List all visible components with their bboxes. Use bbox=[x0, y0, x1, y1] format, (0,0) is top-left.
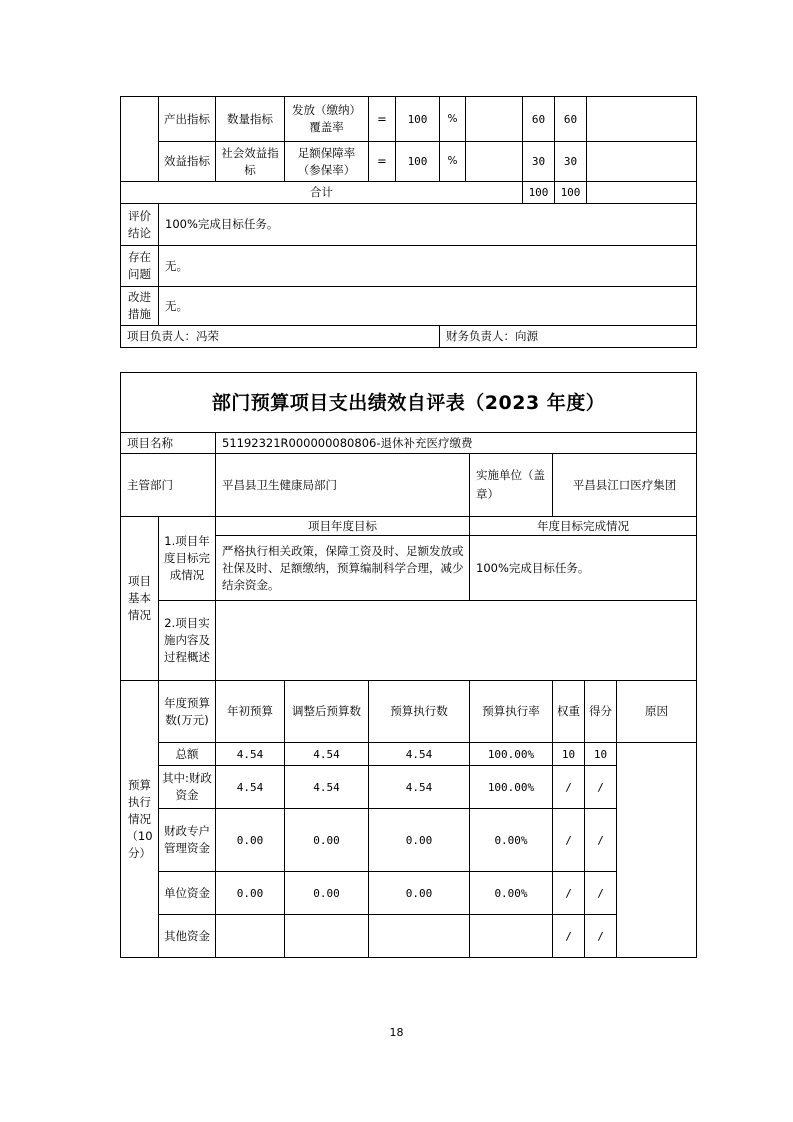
title-row bbox=[121, 373, 697, 433]
rate-value: 0.00% bbox=[470, 809, 553, 872]
goal-header: 项目年度目标 bbox=[216, 517, 470, 536]
adjusted-value bbox=[285, 915, 369, 958]
executed-value: 0.00 bbox=[369, 809, 470, 872]
finance-lead: 财务负责人：向源 bbox=[440, 326, 697, 348]
executed-value: 4.54 bbox=[369, 743, 470, 766]
table-row bbox=[121, 743, 697, 766]
score-cell: 30 bbox=[555, 142, 587, 182]
target-value: 100 bbox=[396, 97, 440, 142]
score-value: / bbox=[585, 915, 617, 958]
weight-value: / bbox=[553, 766, 585, 809]
reason-cell bbox=[617, 743, 697, 958]
actual-value bbox=[466, 142, 523, 182]
row-name: 单位资金 bbox=[159, 872, 216, 915]
adjusted-value: 4.54 bbox=[285, 766, 369, 809]
score-value: / bbox=[585, 766, 617, 809]
adjusted-value: 0.00 bbox=[285, 872, 369, 915]
rate-value: 100.00% bbox=[470, 743, 553, 766]
performance-indicator-table bbox=[120, 96, 697, 348]
weight-value: 10 bbox=[553, 743, 585, 766]
weight-value: / bbox=[553, 872, 585, 915]
header-executed: 预算执行数 bbox=[369, 681, 470, 743]
table-row bbox=[121, 766, 697, 809]
goal-header-row bbox=[121, 517, 697, 536]
weight-cell: 60 bbox=[523, 97, 555, 142]
level1-indicator: 产出指标 bbox=[159, 97, 216, 142]
department-value: 平昌县卫生健康局部门 bbox=[216, 454, 470, 517]
blank-cell bbox=[587, 142, 697, 182]
budget-execution-label: 预算执行情况（10分） bbox=[121, 681, 159, 958]
adjusted-value: 4.54 bbox=[285, 743, 369, 766]
project-name-label: 项目名称 bbox=[121, 433, 216, 454]
implementer-label: 实施单位（盖章） bbox=[470, 454, 553, 517]
actual-value bbox=[466, 97, 523, 142]
initial-value: 4.54 bbox=[216, 743, 285, 766]
blank-cell bbox=[587, 97, 697, 142]
initial-value: 4.54 bbox=[216, 766, 285, 809]
row-name: 总额 bbox=[159, 743, 216, 766]
total-label: 合计 bbox=[121, 182, 523, 204]
row-name: 财政专户管理资金 bbox=[159, 809, 216, 872]
process-label: 2.项目实施内容及过程概述 bbox=[159, 601, 216, 681]
executed-value bbox=[369, 915, 470, 958]
signature-row bbox=[121, 326, 697, 348]
unit-cell: % bbox=[440, 142, 466, 182]
basic-info-label: 项目基本情况 bbox=[121, 517, 159, 681]
table-row bbox=[121, 97, 697, 142]
rate-value bbox=[470, 915, 553, 958]
score-value: 10 bbox=[585, 743, 617, 766]
weight-cell: 30 bbox=[523, 142, 555, 182]
rate-value: 0.00% bbox=[470, 872, 553, 915]
table-row bbox=[121, 142, 697, 182]
header-adjusted: 调整后预算数 bbox=[285, 681, 369, 743]
weight-value: / bbox=[553, 809, 585, 872]
measures-row bbox=[121, 287, 697, 326]
adjusted-value: 0.00 bbox=[285, 809, 369, 872]
header-reason: 原因 bbox=[617, 681, 697, 743]
level2-indicator: 社会效益指标 bbox=[216, 142, 285, 182]
blank-cell bbox=[587, 182, 697, 204]
project-name-row bbox=[121, 433, 697, 454]
conclusion-row bbox=[121, 204, 697, 246]
weight-value: / bbox=[553, 915, 585, 958]
rate-value: 100.00% bbox=[470, 766, 553, 809]
table-row bbox=[121, 872, 697, 915]
problems-label: 存在问题 bbox=[121, 246, 159, 287]
department-row bbox=[121, 454, 697, 517]
budget-header-row bbox=[121, 681, 697, 743]
table-row bbox=[121, 915, 697, 958]
level3-indicator: 发放（缴纳）覆盖率 bbox=[285, 97, 369, 142]
initial-value: 0.00 bbox=[216, 809, 285, 872]
row-name: 其他资金 bbox=[159, 915, 216, 958]
problems-text: 无。 bbox=[159, 246, 697, 287]
total-score: 100 bbox=[555, 182, 587, 204]
row-name: 其中:财政资金 bbox=[159, 766, 216, 809]
project-name-value: 51192321R000000080806-退休补充医疗缴费 bbox=[216, 433, 697, 454]
goal-text: 严格执行相关政策，保障工资及时、足额发放或社保及时、足额缴纳，预算编制科学合理，减少结余资金。 bbox=[216, 536, 470, 601]
total-row bbox=[121, 182, 697, 204]
completion-header: 年度目标完成情况 bbox=[470, 517, 697, 536]
level2-indicator: 数量指标 bbox=[216, 97, 285, 142]
implementer-value: 平昌县江口医疗集团 bbox=[553, 454, 697, 517]
page-title: 部门预算项目支出绩效自评表（2023 年度） bbox=[121, 373, 697, 433]
level1-indicator: 效益指标 bbox=[159, 142, 216, 182]
score-cell: 60 bbox=[555, 97, 587, 142]
self-evaluation-table bbox=[120, 372, 697, 958]
operator-cell: = bbox=[369, 97, 396, 142]
operator-cell: = bbox=[369, 142, 396, 182]
total-weight: 100 bbox=[523, 182, 555, 204]
header-weight: 权重 bbox=[553, 681, 585, 743]
conclusion-label: 评价结论 bbox=[121, 204, 159, 246]
level3-indicator: 足额保障率（参保率） bbox=[285, 142, 369, 182]
target-value: 100 bbox=[396, 142, 440, 182]
problems-row bbox=[121, 246, 697, 287]
initial-value: 0.00 bbox=[216, 872, 285, 915]
completion-text: 100%完成目标任务。 bbox=[470, 536, 697, 601]
score-value: / bbox=[585, 872, 617, 915]
header-rate: 预算执行率 bbox=[470, 681, 553, 743]
table-row bbox=[121, 809, 697, 872]
executed-value: 0.00 bbox=[369, 872, 470, 915]
blank-cell bbox=[121, 97, 159, 182]
header-score: 得分 bbox=[585, 681, 617, 743]
executed-value: 4.54 bbox=[369, 766, 470, 809]
unit-cell: % bbox=[440, 97, 466, 142]
initial-value bbox=[216, 915, 285, 958]
measures-label: 改进措施 bbox=[121, 287, 159, 326]
process-text bbox=[216, 601, 697, 681]
measures-text: 无。 bbox=[159, 287, 697, 326]
conclusion-text: 100%完成目标任务。 bbox=[159, 204, 697, 246]
project-lead: 项目负责人：冯荣 bbox=[121, 326, 440, 348]
goal-section-label: 1.项目年度目标完成情况 bbox=[159, 517, 216, 601]
process-row bbox=[121, 601, 697, 681]
score-value: / bbox=[585, 809, 617, 872]
header-initial: 年初预算 bbox=[216, 681, 285, 743]
department-label: 主管部门 bbox=[121, 454, 216, 517]
page-number: 18 bbox=[389, 1026, 404, 1039]
header-amount: 年度预算数(万元) bbox=[159, 681, 216, 743]
